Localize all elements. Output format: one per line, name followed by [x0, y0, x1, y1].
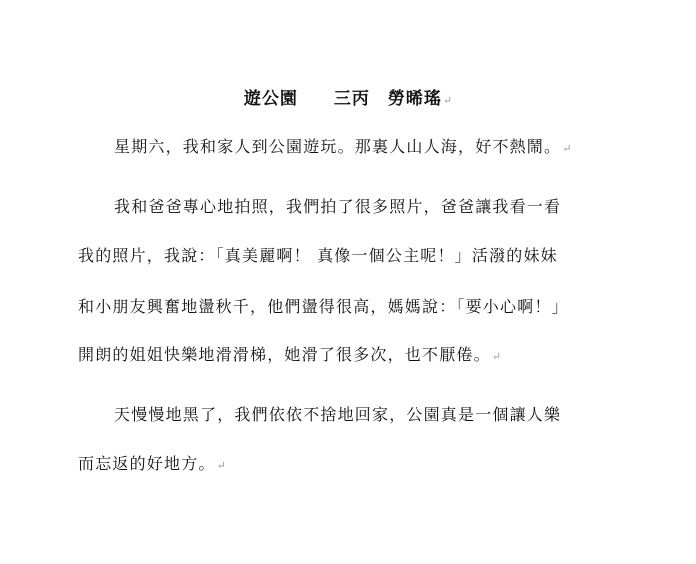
- paragraph-mark-icon: ↵: [562, 142, 572, 155]
- line-text: 星期六，我和家人到公園遊玩。那裏人山人海，好不熱鬧。: [114, 137, 562, 156]
- paragraph-2-line-2: [78, 243, 558, 266]
- paragraph-mark-icon: ↵: [216, 459, 226, 472]
- essay-title: [0, 84, 696, 109]
- paragraph-3-line-2: [78, 451, 226, 474]
- line-text: 和小朋友興奮地盪秋千，他們盪得很高，媽媽說：「要小心啊！」: [78, 297, 569, 316]
- paragraph-1-line-1: [114, 134, 571, 157]
- line-text: 天慢慢地黑了，我們依依不捨地回家，公園真是一個讓人樂: [114, 405, 562, 424]
- paragraph-2-line-3: [78, 294, 569, 317]
- line-text: 我的照片，我說：「真美麗啊！ 真像一個公主呢！」活潑的妹妹: [78, 246, 558, 265]
- paragraph-mark-icon: ↵: [442, 94, 453, 107]
- line-text: 而忘返的好地方。: [78, 454, 216, 473]
- paragraph-2-line-4: [78, 342, 501, 365]
- line-text: 我和爸爸專心地拍照，我們拍了很多照片，爸爸讓我看一看: [114, 197, 562, 216]
- line-text: 開朗的姐姐快樂地滑滑梯，她滑了很多次，也不厭倦。: [78, 345, 491, 364]
- paragraph-3-line-1: [114, 402, 561, 425]
- paragraph-2-line-1: [114, 194, 561, 217]
- title-text: 遊公園 三丙 勞晞瑤: [243, 89, 442, 109]
- paragraph-mark-icon: ↵: [491, 350, 502, 363]
